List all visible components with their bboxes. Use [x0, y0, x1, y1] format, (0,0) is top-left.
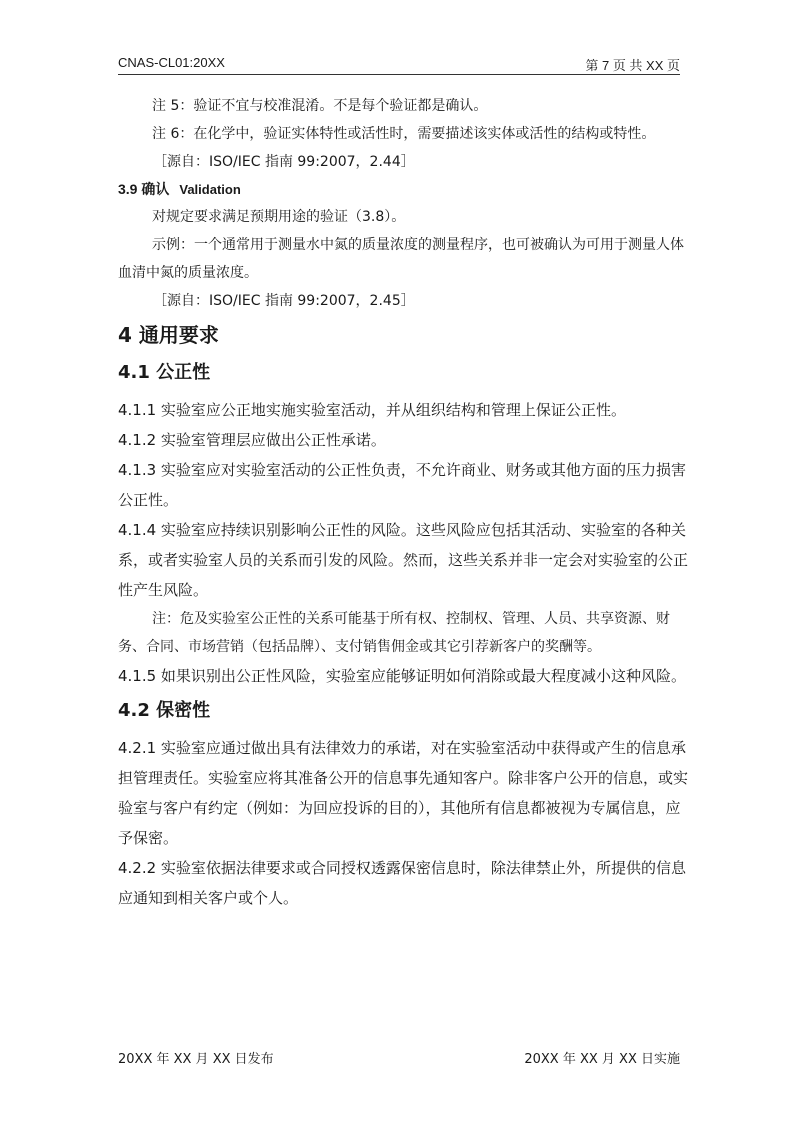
clause-4-1-5: 4.1.5 如果识别出公正性风险，实验室应能够证明如何消除或最大程度减小这种风险。: [118, 667, 686, 685]
clause-4-2-2: 4.2.2 实验室依据法律要求或合同授权透露保密信息时，除法律禁止外，所提供的信息应通知到相关客户或个人。: [118, 859, 686, 907]
clause-4-2-1: 4.2.1 实验室应通过做出具有法律效力的承诺，对在实验室活动中获得或产生的信息承担管理责任。实验室应将其准备公开的信息事先通知客户。除非客户公开的信息，或实验室与客户有约定（例如：为回应投诉的目的），其他所有信息都被视为专属信息，应予保密。: [118, 739, 689, 847]
note-4-1-4: 注：危及实验室公正性的关系可能基于所有权、控制权、管理、人员、共享资源、财务、合同、市场营销（包括品牌）、支付销售佣金或其它引荐新客户的奖酬等。: [118, 611, 670, 655]
publish-date: 20XX 年 XX 月 XX 日发布: [118, 1052, 274, 1067]
note-6: 注 6：在化学中，验证实体特性或活性时，需要描述该实体或活性的结构或特性。: [152, 126, 656, 142]
section-4-heading: 4 通用要求: [118, 323, 219, 347]
page-header: [118, 52, 680, 75]
section-3-9-heading: [118, 176, 690, 203]
clause-4-1-2: 4.1.2 实验室管理层应做出公正性承诺。: [118, 431, 386, 449]
clause-4-1-1: 4.1.1 实验室应公正地实施实验室活动，并从组织结构和管理上保证公正性。: [118, 401, 626, 419]
section-4-1-heading: 4.1 公正性: [118, 362, 211, 383]
section-3-9-english: Validation: [179, 182, 241, 197]
document-code: CNAS-CL01:20XX: [118, 55, 225, 70]
document-body: [118, 92, 690, 913]
note-5: 注 5：验证不宜与校准混淆。不是每个验证都是确认。: [152, 98, 488, 114]
clause-4-1-3: 4.1.3 实验室应对实验室活动的公正性负责，不允许商业、财务或其他方面的压力损害公正性。: [118, 461, 686, 509]
section-4-2-heading: 4.2 保密性: [118, 700, 211, 721]
example-text: 示例：一个通常用于测量水中氮的质量浓度的测量程序，也可被确认为可用于测量人体血清中氮的质量浓度。: [118, 237, 684, 281]
implement-date: 20XX 年 XX 月 XX 日实施: [524, 1052, 680, 1067]
clause-4-1-4: 4.1.4 实验室应持续识别影响公正性的风险。这些风险应包括其活动、实验室的各种关系，或者实验室人员的关系而引发的风险。然而，这些关系并非一定会对实验室的公正性产生风险。: [118, 521, 689, 599]
validation-definition: 对规定要求满足预期用途的验证（3.8）。: [152, 209, 406, 225]
source-reference: ［源自：ISO/IEC 指南 99:2007，2.45］: [153, 293, 415, 309]
page-number: 第 7 页 共 XX 页: [585, 58, 680, 73]
source-reference: ［源自：ISO/IEC 指南 99:2007，2.44］: [153, 154, 415, 170]
section-3-9-title: 3.9 确认: [118, 181, 170, 197]
